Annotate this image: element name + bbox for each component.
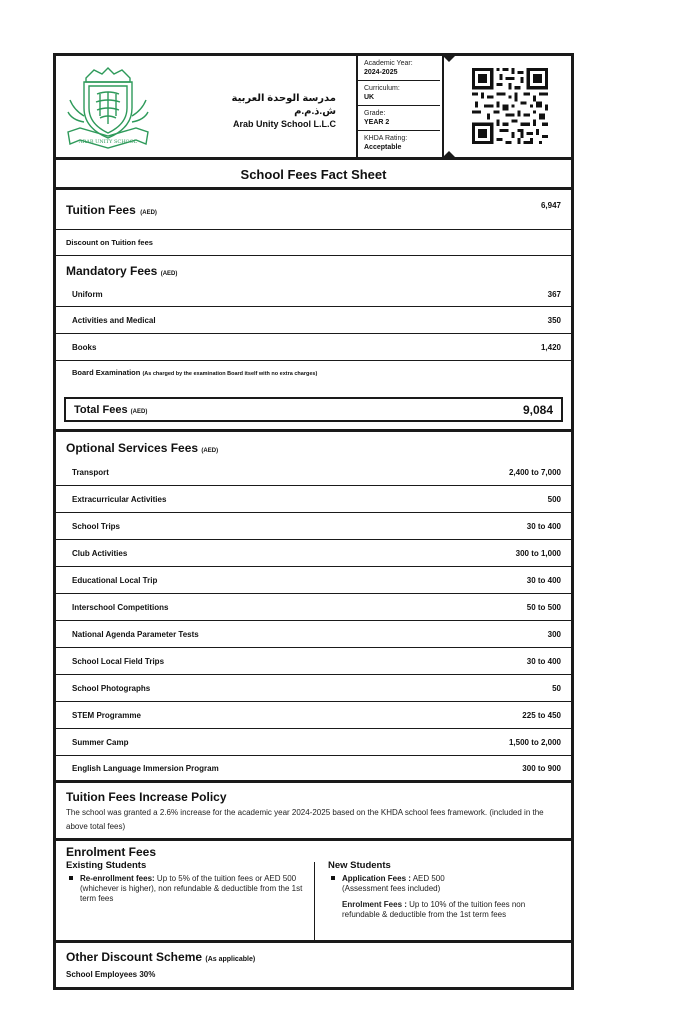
mandatory-row-uniform: Uniform 367 bbox=[56, 282, 571, 307]
reenrolment-bullet: Re-enrollment fees: Up to 5% of the tuition fees or AED 500 (whichever is higher), non refundable & deductible from the 1st term fees bbox=[66, 874, 306, 904]
tuition-fees-unit: (AED) bbox=[140, 210, 157, 216]
policy-heading: Tuition Fees Increase Policy bbox=[66, 790, 227, 804]
notch-top-icon bbox=[442, 55, 456, 62]
tuition-fees-label: Tuition Fees bbox=[66, 203, 136, 217]
total-fees-label: Total Fees bbox=[74, 403, 128, 416]
info-curriculum: Curriculum: UK bbox=[358, 81, 440, 106]
qr-code-icon[interactable] bbox=[472, 68, 548, 144]
optional-row-national-agenda-tests: National Agenda Parameter Tests 300 bbox=[56, 621, 571, 648]
new-students-column bbox=[328, 861, 564, 920]
optional-row-club-activities: Club Activities 300 to 1,000 bbox=[56, 540, 571, 567]
info-academic-year: Academic Year: 2024-2025 bbox=[358, 56, 440, 81]
mandatory-row-books: Books 1,420 bbox=[56, 334, 571, 361]
info-khda-rating: KHDA Rating: Acceptable bbox=[364, 135, 408, 151]
policy-body: The school was granted a 2.6% increase for the academic year 2024-2025 based on the KHDA school fees framework. (included in the above total fees) bbox=[66, 808, 544, 831]
school-name-english: Arab Unity School L.L.C bbox=[232, 119, 336, 129]
enrolment-fees-note: Enrolment Fees : Up to 10% of the tuition fees non refundable & deductible from the 1st term fees bbox=[342, 900, 526, 919]
discount-body: School Employees 30% bbox=[66, 970, 156, 979]
enrolment-heading: Enrolment Fees bbox=[66, 845, 157, 859]
optional-row-summer-camp: Summer Camp 1,500 to 2,000 bbox=[56, 729, 571, 756]
existing-students-heading: Existing Students bbox=[66, 860, 147, 871]
tuition-fees-row bbox=[56, 193, 571, 230]
tuition-fees-value: 6,947 bbox=[540, 201, 561, 210]
page-title: School Fees Fact Sheet bbox=[56, 160, 571, 190]
divider bbox=[56, 429, 571, 432]
optional-row-extracurricular: Extracurricular Activities 500 bbox=[56, 486, 571, 513]
optional-row-stem-programme: STEM Programme 225 to 450 bbox=[56, 702, 571, 729]
board-examination-label: Board Examination (As charged by the examination Board itself with no extra charges) bbox=[72, 368, 318, 377]
info-grade: Grade: YEAR 2 bbox=[358, 106, 440, 131]
notch-bottom-icon bbox=[442, 151, 456, 158]
qr-panel bbox=[442, 56, 571, 157]
optional-row-educational-local-trip: Educational Local Trip 30 to 400 bbox=[56, 567, 571, 594]
new-students-heading: New Students bbox=[328, 860, 391, 871]
application-fees-bullet: Application Fees : AED 500 bbox=[328, 874, 564, 884]
fee-sheet bbox=[53, 53, 574, 990]
existing-students-column bbox=[66, 861, 306, 904]
school-name-arabic: مدرسة الوحدة العربية ش.ذ.م.م bbox=[231, 93, 336, 117]
svg-text:ARAB UNITY SCHOOL: ARAB UNITY SCHOOL bbox=[78, 139, 138, 145]
optional-row-transport: Transport 2,400 to 7,000 bbox=[56, 460, 571, 486]
optional-row-school-trips: School Trips 30 to 400 bbox=[56, 513, 571, 540]
optional-fees-heading: Optional Services Fees (AED) bbox=[66, 441, 219, 455]
school-info-panel bbox=[356, 56, 442, 157]
total-fees-value: 9,084 bbox=[522, 402, 553, 417]
divider bbox=[56, 940, 571, 943]
optional-row-interschool-competitions: Interschool Competitions 50 to 500 bbox=[56, 594, 571, 621]
mandatory-fees-heading: Mandatory Fees (AED) bbox=[66, 264, 178, 278]
optional-row-english-immersion: English Language Immersion Program 300 to 900 bbox=[56, 756, 571, 783]
optional-row-school-photographs: School Photographs 50 bbox=[56, 675, 571, 702]
school-name bbox=[206, 92, 336, 131]
mandatory-row-activities-medical: Activities and Medical 350 bbox=[56, 307, 571, 334]
divider bbox=[56, 838, 571, 841]
column-divider bbox=[314, 862, 315, 940]
school-crest-logo bbox=[64, 64, 152, 150]
discount-tuition-label: Discount on Tuition fees bbox=[66, 238, 153, 247]
total-fees-box: Total Fees (AED) 9,084 bbox=[64, 397, 563, 422]
discount-heading: Other Discount Scheme (As applicable) bbox=[66, 950, 256, 964]
application-fees-note: (Assessment fees included) bbox=[342, 884, 441, 893]
discount-tuition-row bbox=[56, 230, 571, 256]
header bbox=[56, 56, 571, 160]
optional-row-local-field-trips: School Local Field Trips 30 to 400 bbox=[56, 648, 571, 675]
